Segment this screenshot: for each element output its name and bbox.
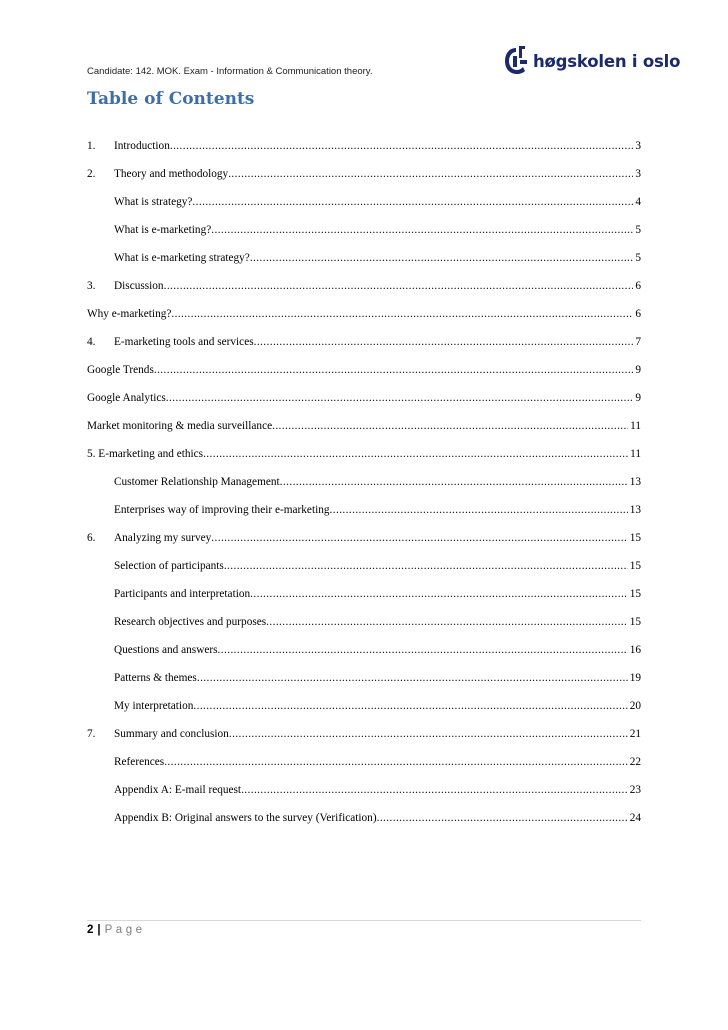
toc-entry-page: 7 — [635, 336, 641, 348]
toc-entry-label: Analyzing my survey — [114, 532, 212, 544]
toc-entry[interactable] — [114, 756, 641, 772]
toc-entry-label: Theory and methodology — [114, 168, 229, 180]
toc-dot-leader — [192, 196, 633, 208]
toc-entry-page: 15 — [629, 616, 641, 628]
toc-entry[interactable] — [114, 616, 641, 632]
toc-dot-leader — [330, 504, 628, 516]
toc-entry-number: 4. — [87, 336, 96, 348]
toc-entry-page: 3 — [635, 140, 641, 152]
toc-entry-label: Discussion — [114, 280, 164, 292]
toc-entry-number: 6. — [87, 532, 96, 544]
toc-entry-page: 16 — [629, 644, 641, 656]
toc-entry[interactable] — [87, 140, 641, 156]
toc-entry-label: E-marketing tools and services — [114, 336, 254, 348]
toc-entry-label: Google Trends — [87, 364, 154, 376]
footer-separator: | — [97, 924, 101, 936]
toc-heading: Table of Contents — [87, 89, 255, 109]
toc-entry-page: 6 — [635, 308, 641, 320]
toc-entry-label: Questions and answers — [114, 644, 218, 656]
toc-entry-label: Enterprises way of improving their e-marketing — [114, 504, 330, 516]
toc-entry-label: Market monitoring & media surveillance — [87, 420, 273, 432]
toc-dot-leader — [280, 476, 628, 488]
toc-dot-leader — [203, 448, 628, 460]
toc-dot-leader — [164, 280, 634, 292]
toc-entry[interactable] — [87, 168, 641, 184]
toc-dot-leader — [228, 168, 633, 180]
toc-entry[interactable] — [114, 588, 641, 604]
toc-entry-page: 13 — [629, 476, 641, 488]
page-footer — [87, 924, 145, 936]
toc-entry[interactable] — [87, 364, 641, 380]
toc-entry[interactable] — [87, 420, 641, 436]
toc-entry[interactable] — [114, 644, 641, 660]
toc-entry-label: Patterns & themes — [114, 672, 197, 684]
toc-entry[interactable] — [114, 224, 641, 240]
toc-entry-label: 5. E-marketing and ethics — [87, 448, 204, 460]
toc-dot-leader — [218, 644, 628, 656]
toc-entry-number: 7. — [87, 728, 96, 740]
toc-dot-leader — [193, 700, 627, 712]
toc-entry[interactable] — [114, 812, 641, 828]
toc-entry-label: Appendix B: Original answers to the survey (Verification) — [114, 812, 377, 824]
toc-entry[interactable] — [87, 728, 641, 744]
toc-entry-label: My interpretation — [114, 700, 194, 712]
toc-entry-page: 15 — [629, 532, 641, 544]
toc-entry-label: Research objectives and purposes — [114, 616, 267, 628]
toc-entry-page: 11 — [630, 448, 641, 460]
toc-entry-page: 4 — [635, 196, 641, 208]
toc-dot-leader — [272, 420, 628, 432]
toc-entry[interactable] — [87, 532, 641, 548]
toc-entry-label: Customer Relationship Management — [114, 476, 280, 488]
toc-entry-page: 19 — [629, 672, 641, 684]
toc-entry-page: 20 — [629, 700, 641, 712]
toc-entry-page: 15 — [629, 560, 641, 572]
toc-entry-page: 22 — [629, 756, 641, 768]
toc-entry-page: 5 — [635, 252, 641, 264]
footer-page-word: Page — [104, 924, 146, 936]
toc-dot-leader — [250, 252, 634, 264]
toc-entry-number: 1. — [87, 140, 96, 152]
toc-entry[interactable] — [114, 476, 641, 492]
toc-dot-leader — [254, 336, 634, 348]
toc-entry[interactable] — [114, 784, 641, 800]
toc-dot-leader — [197, 672, 628, 684]
toc-entry-page: 21 — [629, 728, 641, 740]
header-candidate-text: Candidate: 142. MOK. Exam - Information & Communication theory. — [87, 66, 373, 77]
toc-entry-label: What is e-marketing strategy? — [114, 252, 250, 264]
toc-entry-label: Why e-marketing? — [87, 308, 172, 320]
toc-dot-leader — [170, 140, 633, 152]
toc-dot-leader — [211, 224, 633, 236]
toc-dot-leader — [171, 308, 633, 320]
toc-entry-label: Summary and conclusion — [114, 728, 229, 740]
toc-dot-leader — [241, 784, 628, 796]
toc-entry-label: Participants and interpretation — [114, 588, 251, 600]
toc-entry[interactable] — [114, 560, 641, 576]
toc-entry[interactable] — [114, 700, 641, 716]
toc-entry-label: Selection of participants — [114, 560, 224, 572]
toc-entry-page: 9 — [635, 392, 641, 404]
footer-divider — [87, 920, 641, 921]
toc-dot-leader — [377, 812, 628, 824]
toc-entry[interactable] — [87, 280, 641, 296]
toc-entry-number: 3. — [87, 280, 96, 292]
toc-dot-leader — [250, 588, 628, 600]
toc-entry[interactable] — [87, 448, 641, 464]
toc-dot-leader — [266, 616, 628, 628]
toc-entry-label: References — [114, 756, 165, 768]
institution-logo — [503, 44, 680, 78]
hioa-logo-icon — [503, 45, 529, 77]
toc-entry-page: 5 — [635, 224, 641, 236]
toc-entry[interactable] — [114, 252, 641, 268]
toc-dot-leader — [211, 532, 627, 544]
toc-entry-label: What is strategy? — [114, 196, 193, 208]
toc-entry-label: Google Analytics — [87, 392, 166, 404]
toc-entry-page: 15 — [629, 588, 641, 600]
toc-entry-page: 3 — [635, 168, 641, 180]
toc-entry[interactable] — [114, 672, 641, 688]
toc-entry[interactable] — [87, 308, 641, 324]
toc-entry[interactable] — [114, 504, 641, 520]
toc-dot-leader — [224, 560, 628, 572]
footer-page-number: 2 — [87, 924, 94, 936]
logo-wordmark: høgskolen i oslo — [533, 51, 681, 71]
toc-dot-leader — [166, 392, 634, 404]
toc-entry-page: 9 — [635, 364, 641, 376]
toc-entry-page: 13 — [629, 504, 641, 516]
toc-entry-number: 2. — [87, 168, 96, 180]
toc-entry-page: 6 — [635, 280, 641, 292]
toc-entry-page: 24 — [629, 812, 641, 824]
toc-entry[interactable] — [87, 336, 641, 352]
toc-entry[interactable] — [87, 392, 641, 408]
toc-entry[interactable] — [114, 196, 641, 212]
toc-entry-label: Introduction — [114, 140, 170, 152]
toc-entry-label: What is e-marketing? — [114, 224, 212, 236]
toc-dot-leader — [164, 756, 628, 768]
toc-dot-leader — [229, 728, 628, 740]
toc-entry-page: 23 — [629, 784, 641, 796]
toc-entry-label: Appendix A: E-mail request — [114, 784, 242, 796]
toc-entry-page: 11 — [630, 420, 641, 432]
toc-dot-leader — [154, 364, 633, 376]
